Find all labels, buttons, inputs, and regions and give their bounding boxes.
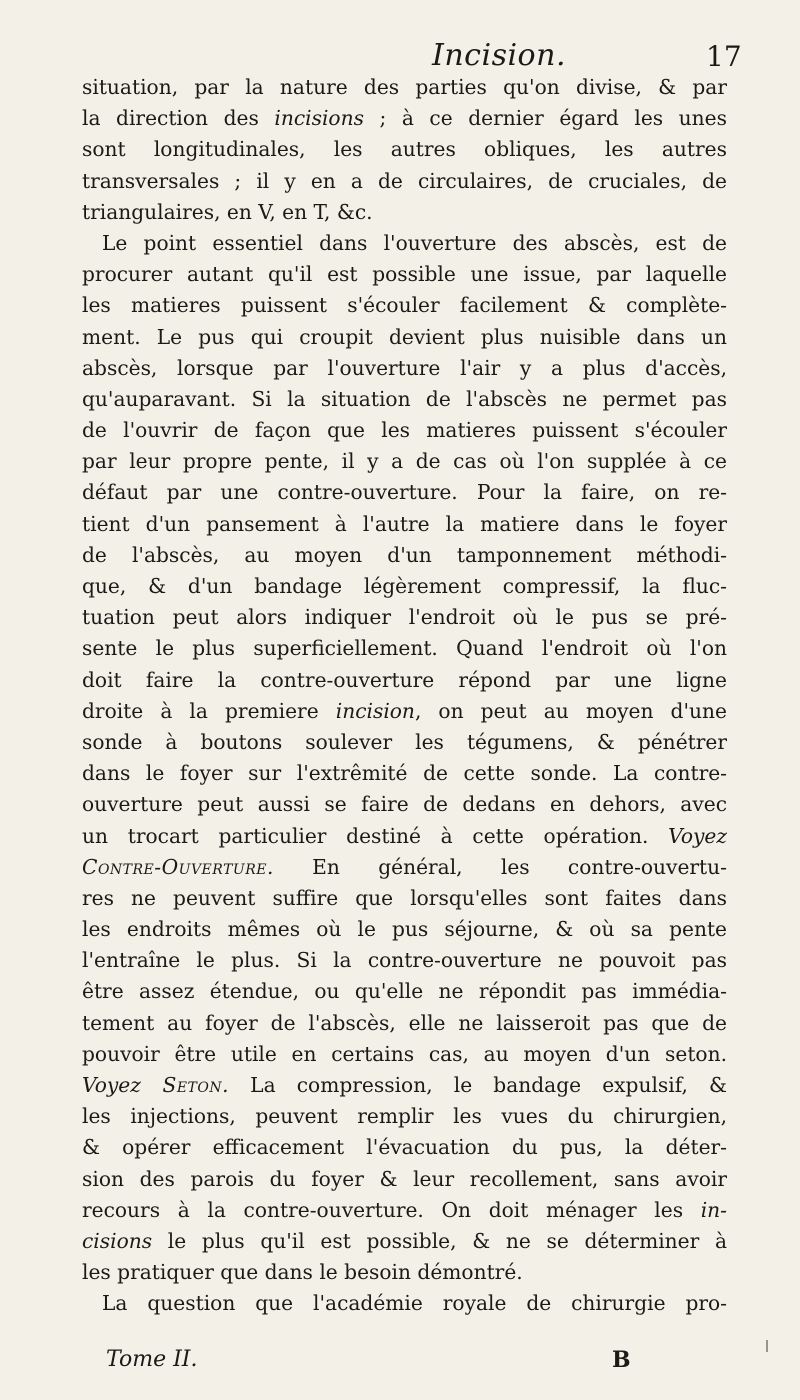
text-line: dans le foyer sur l'extrêmité de cette sonde. La contre- bbox=[82, 761, 727, 786]
text-line: pouvoir être utile en certains cas, au moyen d'un seton. bbox=[82, 1041, 727, 1066]
body-text bbox=[82, 72, 727, 1320]
page-number: 17 bbox=[706, 40, 742, 73]
text-line: La question que l'académie royale de chirurgie pro- bbox=[102, 1291, 727, 1316]
signature-mark: B bbox=[612, 1347, 631, 1373]
text-line: sonde à boutons soulever les tégumens, & pénétrer bbox=[82, 729, 727, 754]
text-line: transversales ; il y en a de circulaires, de cruciales, de bbox=[82, 168, 727, 193]
text-line: par leur propre pente, il y a de cas où l'on supplée à ce bbox=[82, 449, 727, 474]
text-line: droite à la premiere incision, on peut au moyen d'une bbox=[82, 698, 727, 723]
text-line: cisions le plus qu'il est possible, & ne se déterminer à bbox=[82, 1228, 727, 1253]
text-line: tient d'un pansement à l'autre la matiere dans le foyer bbox=[82, 511, 727, 536]
text-line: res ne peuvent suffire que lorsqu'elles sont faites dans bbox=[82, 885, 727, 910]
text-line: Voyez Seton. La compression, le bandage expulsif, & bbox=[82, 1073, 727, 1097]
text-line: ment. Le pus qui croupit devient plus nuisible dans un bbox=[82, 324, 727, 349]
running-head: Incision. bbox=[432, 38, 566, 73]
text-line: Contre-Ouverture. En général, les contre-ouvertu- bbox=[82, 854, 727, 879]
text-line: défaut par une contre-ouverture. Pour la faire, on re- bbox=[82, 480, 727, 505]
text-line: l'entraîne le plus. Si la contre-ouverture ne pouvoit pas bbox=[82, 948, 727, 973]
text-line: tuation peut alors indiquer l'endroit où le pus se pré- bbox=[82, 605, 727, 630]
text-line: sente le plus superficiellement. Quand l'endroit où l'on bbox=[82, 636, 727, 661]
text-line: situation, par la nature des parties qu'on divise, & par bbox=[82, 75, 727, 99]
text-line: ouverture peut aussi se faire de dedans en dehors, avec bbox=[82, 792, 727, 817]
text-line: recours à la contre-ouverture. On doit ménager les in- bbox=[82, 1197, 727, 1222]
text-line: de l'ouvrir de façon que les matieres puissent s'écouler bbox=[82, 418, 727, 443]
text-line: triangulaires, en V, en T, &c. bbox=[82, 199, 373, 224]
text-line: sion des parois du foyer & leur recollement, sans avoir bbox=[82, 1166, 727, 1191]
text-line: un trocart particulier destiné à cette opération. Voyez bbox=[82, 823, 727, 848]
text-line: être assez étendue, ou qu'elle ne répondit pas immédia- bbox=[82, 979, 727, 1004]
text-line: abscès, lorsque par l'ouverture l'air y a plus d'accès, bbox=[82, 355, 727, 380]
text-line: qu'auparavant. Si la situation de l'abscès ne permet pas bbox=[82, 386, 727, 411]
text-line: sont longitudinales, les autres obliques, les autres bbox=[82, 137, 727, 162]
text-line: procurer autant qu'il est possible une issue, par laquelle bbox=[82, 262, 727, 287]
text-line: les matieres puissent s'écouler facilement & complète- bbox=[82, 293, 727, 318]
text-line: la direction des incisions ; à ce dernier égard les unes bbox=[82, 106, 727, 131]
text-line: les injections, peuvent remplir les vues du chirurgien, bbox=[82, 1104, 727, 1129]
page-footer bbox=[0, 1347, 800, 1383]
text-line: tement au foyer de l'abscès, elle ne laisseroit pas que de bbox=[82, 1010, 727, 1035]
text-line: que, & d'un bandage légèrement compressif, la fluc- bbox=[82, 574, 727, 598]
volume-label: Tome II. bbox=[106, 1347, 198, 1372]
margin-mark bbox=[766, 1340, 768, 1352]
text-line: doit faire la contre-ouverture répond par une ligne bbox=[82, 667, 727, 692]
text-line: de l'abscès, au moyen d'un tamponnement méthodi- bbox=[82, 542, 727, 567]
text-line: les endroits mêmes où le pus séjourne, & où sa pente bbox=[82, 917, 727, 942]
text-line: & opérer efficacement l'évacuation du pus, la déter- bbox=[82, 1135, 727, 1160]
text-line: les pratiquer que dans le besoin démontré. bbox=[82, 1260, 523, 1285]
text-line: Le point essentiel dans l'ouverture des abscès, est de bbox=[102, 230, 727, 255]
